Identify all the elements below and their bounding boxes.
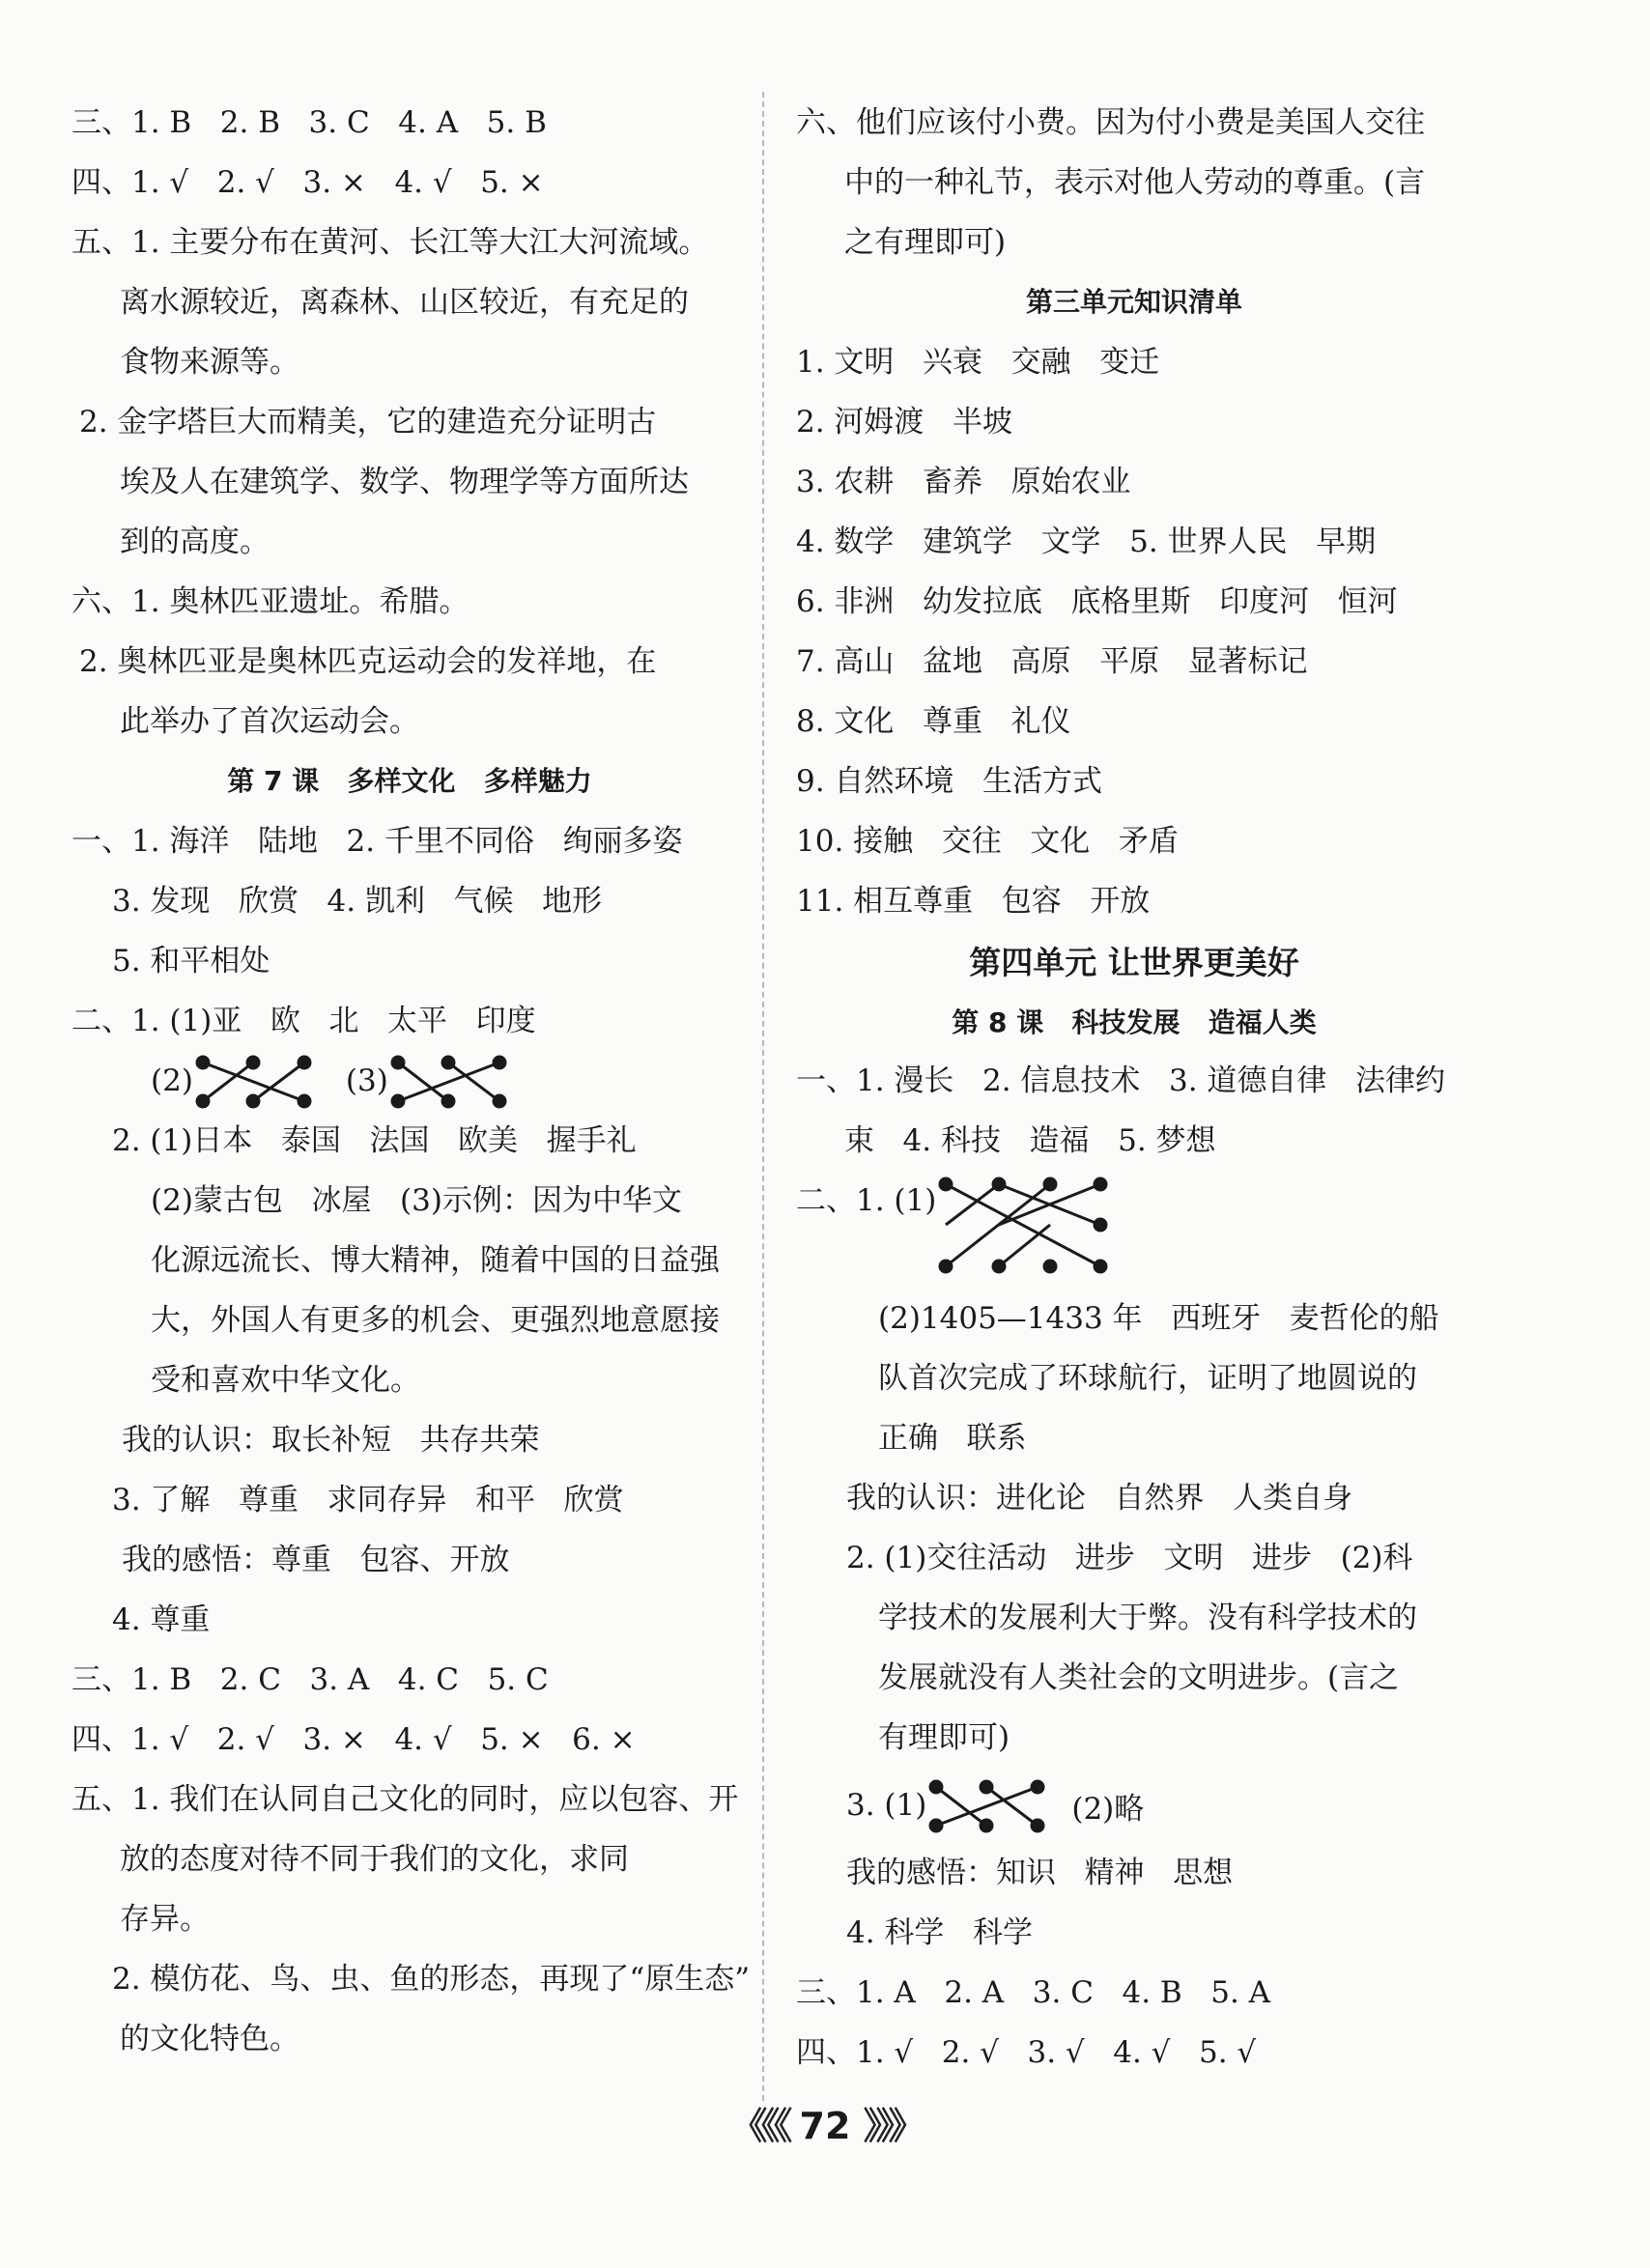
unit-4-heading: 第四单元 让世界更美好	[969, 944, 1299, 981]
checklist-line: 8. 文化 尊重 礼仪	[796, 704, 1071, 739]
answer-line: 一、1. 漫长 2. 信息技术 3. 道德自律 法律约	[796, 1063, 1445, 1098]
page-number-value: 72	[799, 2105, 851, 2147]
answer-line: 存异。	[120, 1902, 210, 1937]
checklist-line: 11. 相互尊重 包容 开放	[796, 884, 1151, 919]
answer-line: 2. 金字塔巨大而精美，它的建造充分证明古	[79, 405, 657, 439]
answer-line: 2. (1)日本 泰国 法国 欧美 握手礼	[112, 1123, 637, 1158]
page-number	[0, 2096, 1650, 2149]
answer-line: 一、1. 海洋 陆地 2. 千里不同俗 绚丽多姿	[71, 824, 683, 859]
answer-line: 四、1. √ 2. √ 3. × 4. √ 5. ×	[71, 165, 544, 200]
right-column	[796, 93, 1472, 2083]
answer-line: 3. 发现 欣赏 4. 凯利 气候 地形	[112, 884, 603, 919]
answer-line: 五、1. 我们在认同自己文化的同时，应以包容、开	[71, 1782, 739, 1817]
answer-line: (2)1405—1433 年 西班牙 麦哲伦的船	[878, 1301, 1439, 1336]
lesson-7-heading: 第 7 课 多样文化 多样魅力	[227, 765, 592, 797]
answer-line: 六、他们应该付小费。因为付小费是美国人交往	[796, 105, 1425, 140]
page-number-right-mark: 》》》	[863, 2105, 920, 2147]
answer-line: 有理即可)	[878, 1720, 1010, 1755]
answer-line: 四、1. √ 2. √ 3. × 4. √ 5. × 6. ×	[71, 1722, 636, 1757]
answer-line: 正确 联系	[878, 1421, 1027, 1456]
answer-line: 二、1. (1)亚 欧 北 太平 印度	[71, 1004, 536, 1038]
matching-label: (2)	[151, 1063, 193, 1098]
answer-line: 3. 了解 尊重 求同存异 和平 欣赏	[112, 1483, 624, 1517]
answer-line: 我的认识：进化论 自然界 人类自身	[846, 1481, 1353, 1516]
answer-line: (2)蒙古包 冰屋 (3)示例：因为中华文	[151, 1183, 682, 1218]
answer-line: 化源远流长、博大精神，随着中国的日益强	[151, 1243, 720, 1278]
checklist-line: 4. 数学 建筑学 文学 5. 世界人民 早期	[796, 524, 1377, 559]
answer-line: 此举办了首次运动会。	[120, 704, 419, 739]
answer-line: 四、1. √ 2. √ 3. √ 4. √ 5. √	[796, 2035, 1257, 2070]
answer-line: 我的感悟：尊重 包容、开放	[122, 1543, 510, 1577]
answer-line: 受和喜欢中华文化。	[151, 1363, 420, 1398]
unit-3-checklist-heading: 第三单元知识清单	[1025, 286, 1242, 318]
answer-line: 五、1. 主要分布在黄河、长江等大江大河流域。	[71, 225, 709, 260]
answer-line: 学技术的发展利大于弊。没有科学技术的	[878, 1601, 1417, 1635]
answer-line: 大，外国人有更多的机会、更强烈地意愿接	[151, 1303, 720, 1338]
answer-line: 4. 科学 科学	[846, 1915, 1033, 1950]
matching-lines-diagram	[936, 1175, 1110, 1281]
checklist-line: 2. 河姆渡 半坡	[796, 405, 1012, 439]
matching-lines-diagram	[926, 1775, 1052, 1835]
matching-answer-row	[796, 1171, 1472, 1289]
matching-label: 3. (1)	[846, 1788, 927, 1823]
page-number-left-mark: 《《《	[730, 2105, 787, 2147]
column-divider	[762, 92, 764, 2101]
answer-line: 我的感悟：知识 精神 思想	[846, 1856, 1234, 1890]
matching-label: 二、1. (1)	[796, 1183, 937, 1218]
answer-line: 发展就没有人类社会的文明进步。(言之	[878, 1660, 1400, 1695]
matching-answer-row	[71, 1051, 748, 1111]
answer-line: 放的态度对待不同于我们的文化，求同	[120, 1842, 629, 1877]
answer-line: 我的认识：取长补短 共存共荣	[122, 1423, 540, 1458]
answer-line: 之有理即可)	[844, 225, 1007, 260]
matching-label: (2)略	[1071, 1791, 1145, 1827]
answer-line: 2. 模仿花、鸟、虫、鱼的形态，再现了“原生态”	[112, 1962, 751, 1997]
checklist-line: 10. 接触 交往 文化 矛盾	[796, 824, 1179, 859]
matching-lines-diagram	[193, 1051, 319, 1111]
checklist-line: 9. 自然环境 生活方式	[796, 764, 1102, 799]
matching-lines-diagram	[388, 1051, 514, 1111]
answer-line: 六、1. 奥林匹亚遗址。希腊。	[71, 584, 469, 619]
answer-line: 的文化特色。	[120, 2022, 299, 2056]
answer-line: 4. 尊重	[112, 1602, 211, 1637]
answer-line: 2. 奥林匹亚是奥林匹克运动会的发祥地，在	[79, 644, 657, 679]
matching-label: (3)	[345, 1063, 388, 1098]
answer-line: 三、1. B 2. B 3. C 4. A 5. B	[71, 105, 547, 140]
checklist-line: 7. 高山 盆地 高原 平原 显著标记	[796, 644, 1308, 679]
answer-line: 三、1. B 2. C 3. A 4. C 5. C	[71, 1662, 549, 1697]
answer-line: 束 4. 科技 造福 5. 梦想	[844, 1123, 1216, 1158]
answer-line: 5. 和平相处	[112, 944, 270, 978]
checklist-line: 3. 农耕 畜养 原始农业	[796, 465, 1131, 499]
answer-line: 队首次完成了环球航行，证明了地圆说的	[878, 1361, 1417, 1396]
matching-answer-row	[796, 1768, 1472, 1843]
answer-line: 中的一种礼节，表示对他人劳动的尊重。(言	[844, 165, 1426, 200]
answer-line: 埃及人在建筑学、数学、物理学等方面所达	[120, 465, 689, 499]
answer-line: 食物来源等。	[120, 345, 299, 380]
answer-line: 离水源较近，离森林、山区较近，有充足的	[120, 285, 689, 320]
answer-line: 2. (1)交往活动 进步 文明 进步 (2)科	[846, 1541, 1413, 1575]
answer-line: 到的高度。	[120, 524, 270, 559]
lesson-8-heading: 第 8 课 科技发展 造福人类	[952, 1006, 1317, 1038]
left-column	[71, 93, 751, 2069]
checklist-line: 1. 文明 兴衰 交融 变迁	[796, 345, 1160, 380]
checklist-line: 6. 非洲 幼发拉底 底格里斯 印度河 恒河	[796, 584, 1398, 619]
answer-line: 三、1. A 2. A 3. C 4. B 5. A	[796, 1975, 1271, 2010]
